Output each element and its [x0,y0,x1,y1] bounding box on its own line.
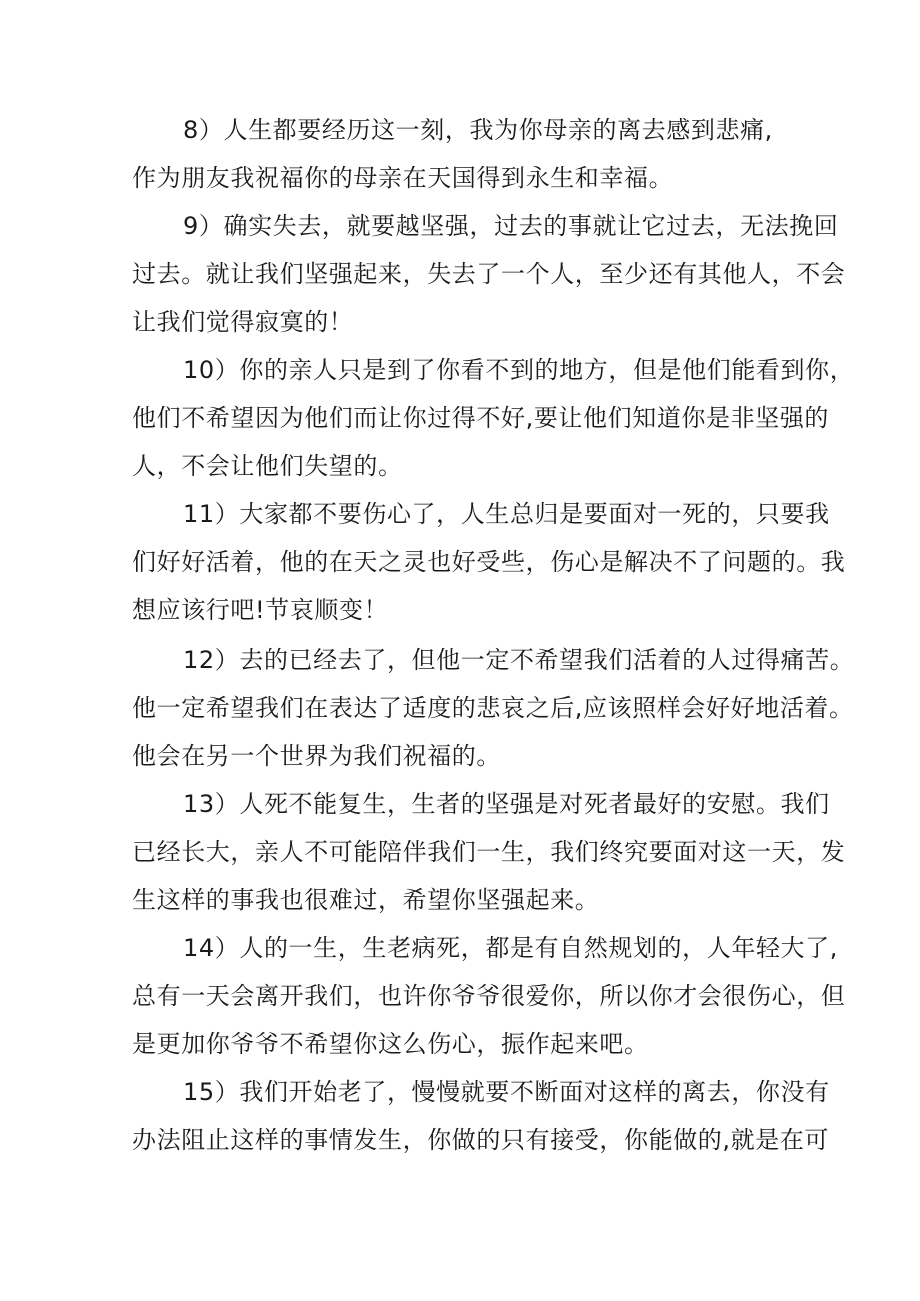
paragraph-12-line-1: 12）去的已经去了，但他一定不希望我们活着的人过得痛苦。 [183,646,855,674]
paragraph-11-line-2: 们好好活着，他的在天之灵也好受些，伤心是解决不了问题的。我 [132,548,846,576]
paragraph-8-line-2: 作为朋友我祝福你的母亲在天国得到永生和幸福。 [132,164,674,192]
paragraph-13-line-2: 已经长大，亲人不可能陪伴我们一生，我们终究要面对这一天，发 [132,838,846,866]
paragraph-13-line-3: 生这样的事我也很难过，希望你坚强起来。 [132,886,600,914]
paragraph-11-line-1: 11）大家都不要伤心了，人生总归是要面对一死的，只要我 [183,500,830,528]
paragraph-13-line-1: 13）人死不能复生，生者的坚强是对死者最好的安慰。我们 [183,790,830,818]
paragraph-8-line-1: 8）人生都要经历这一刻，我为你母亲的离去感到悲痛, [183,116,773,144]
paragraph-10-line-1: 10）你的亲人只是到了你看不到的地方，但是他们能看到你， [183,356,855,384]
paragraph-12-line-3: 他会在另一个世界为我们祝福的。 [132,742,501,770]
paragraph-14-line-3: 是更加你爷爷不希望你这么伤心，振作起来吧。 [132,1030,649,1058]
paragraph-9-line-3: 让我们觉得寂寞的！ [132,308,354,336]
paragraph-9-line-1: 9）确实失去，就要越坚强，过去的事就让它过去，无法挽回 [183,212,839,240]
paragraph-14-line-1: 14）人的一生，生老病死，都是有自然规划的，人年轻大了, [183,934,838,962]
paragraph-14-line-2: 总有一天会离开我们，也许你爷爷很爱你，所以你才会很伤心，但 [132,982,846,1010]
paragraph-15-line-2: 办法阻止这样的事情发生，你做的只有接受，你能做的,就是在可 [132,1126,830,1154]
paragraph-11-line-3: 想应该行吧!节哀顺变！ [132,596,389,624]
paragraph-10-line-2: 他们不希望因为他们而让你过得不好,要让他们知道你是非坚强的 [132,404,830,432]
paragraph-9-line-2: 过去。就让我们坚强起来，失去了一个人，至少还有其他人，不会 [132,260,846,288]
paragraph-15-line-1: 15）我们开始老了，慢慢就要不断面对这样的离去，你没有 [183,1078,830,1106]
paragraph-10-line-3: 人，不会让他们失望的。 [132,452,403,480]
paragraph-12-line-2: 他一定希望我们在表达了适度的悲哀之后,应该照样会好好地活着。 [132,694,854,722]
